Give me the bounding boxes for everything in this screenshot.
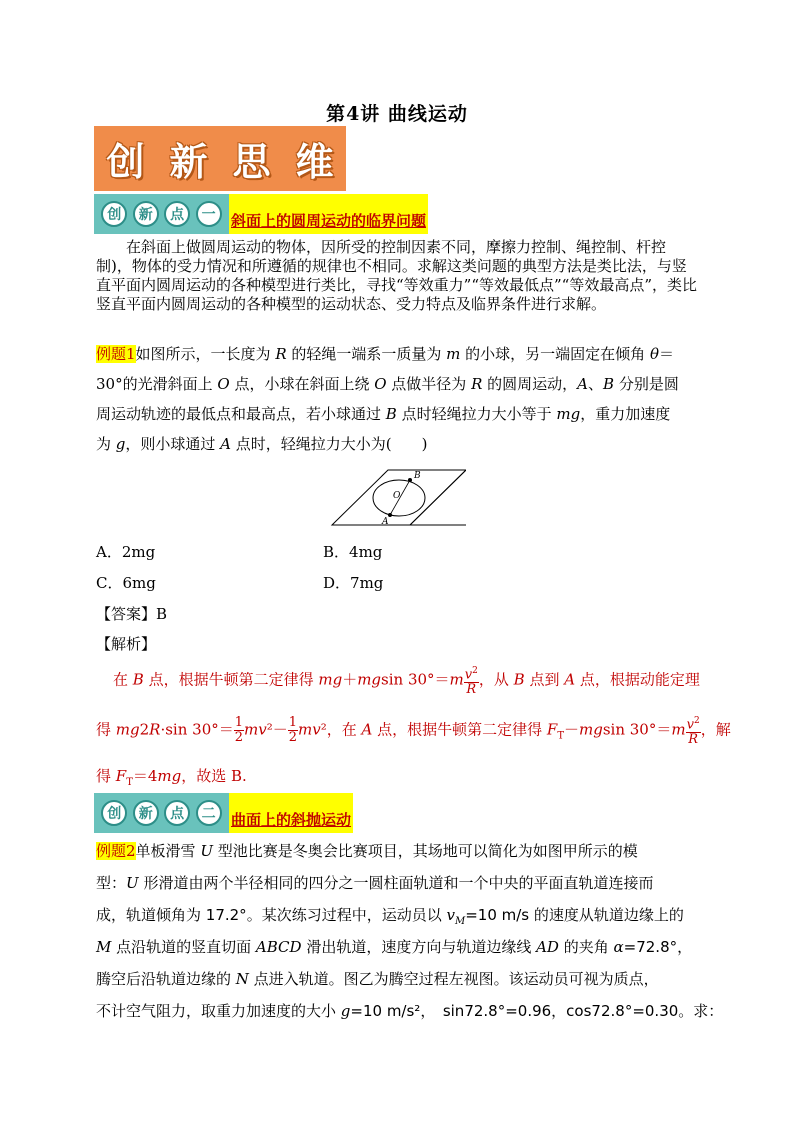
answer: 【答案】B (96, 605, 168, 623)
label-b: B (414, 471, 421, 481)
section-title-1: 斜面上的圆周运动的临界问题 (229, 194, 428, 234)
example1-line3: 周运动轨迹的最低点和最高点，若小球通过 B 点时轻绳拉力大小等于 mg，重力加速度 (96, 405, 671, 423)
section-heading-1 (94, 194, 428, 234)
badge-char: 点 (164, 800, 190, 826)
example2-label: 例题2 (96, 842, 136, 860)
section-title-2: 曲面上的斜抛运动 (229, 793, 353, 833)
solution-line1: 在 B 点，根据牛顿第二定律得 mg＋mgsin 30°＝m $\frac{v^2}{R}$ ，从 B 点到 A 点，根据动能定理 (113, 666, 700, 698)
example2-line1: 例题2单板滑雪 U 型池比赛是冬奥会比赛项目，其场地可以简化为如图甲所示的模 (96, 842, 638, 860)
solution-line3: 得 $F_T=4mg$，故选 B. (96, 767, 247, 788)
banner-char: 新 (169, 139, 208, 184)
example2-line2: 型：U 形滑道由两个半径相同的四分之一圆柱面轨道和一个中央的平面直轨道连接而 (96, 874, 654, 892)
page-title: 第4讲 曲线运动 (326, 103, 468, 125)
badge-char: 一 (196, 201, 222, 227)
banner-char: 维 (295, 139, 334, 184)
example2-line6: 不计空气阻力，取重力加速度的大小 g=10 m/s²， sin72.8°=0.96，cos72.8°=0.30。求： (96, 1002, 724, 1020)
example2-line5: 腾空后沿轨道边缘的 N 点进入轨道。图乙为腾空过程左视图。该运动员可视为质点， (96, 970, 659, 988)
example2-line4: M 点沿轨道的竖直切面 ABCD 滑出轨道，速度方向与轨道边缘线 AD 的夹角 α=72.8°， (96, 938, 693, 956)
label-o: O (393, 491, 401, 501)
badge-char: 新 (133, 201, 159, 227)
option-a: A．2mg (96, 543, 156, 561)
banner-char: 思 (232, 139, 271, 184)
section-heading-2 (94, 793, 353, 833)
badge-char: 创 (101, 800, 127, 826)
banner-char: 创 (106, 139, 145, 184)
example1-line1: 例题1如图所示，一长度为 R 的轻绳一端系一质量为 m 的小球，另一端固定在倾角 θ＝ (96, 345, 674, 363)
badge-char: 点 (164, 201, 190, 227)
badge-char: 二 (196, 800, 222, 826)
analysis-label: 【解析】 (96, 635, 157, 653)
point-b (408, 478, 412, 482)
incline-circle-figure (330, 468, 466, 526)
option-d: D．7mg (323, 574, 384, 592)
section-intro: 在斜面上做圆周运动的物体，因所受的控制因素不同，摩擦力控制、绳控制、杆控制)，物体的受力情况和所遵循的规律也不相同。求解这类问题的典型方法是类比法，与竖直平面内圆周运动的各种模型进行类比，寻找“等效重力”“等效最低点”“等效最高点”，类比竖直平面内圆周运动的各种模型的运动状态、受力特点及临界条件进行求解。 (96, 238, 698, 313)
example1-line2: 30°的光滑斜面上 O 点，小球在斜面上绕 O 点做半径为 R 的圆周运动，A、B 分别是圆 (96, 375, 679, 393)
innovation-thinking-banner (94, 126, 346, 191)
innovation-point-badge-2 (94, 793, 229, 833)
solution-line2: 得 mg2R·sin 30°＝ $\frac{1}{2}$ mv²－ $\frac{1}{2}$ mv²，在 A 点，根据牛顿第二定律得 $F_T-mgsin$ 30°＝m $\frac{v^2}{R}$ ，解 (96, 715, 731, 748)
example1-label: 例题1 (96, 345, 136, 363)
badge-char: 新 (133, 800, 159, 826)
label-a: A (382, 517, 389, 526)
innovation-point-badge-1 (94, 194, 229, 234)
option-b: B．4mg (323, 543, 383, 561)
badge-char: 创 (101, 201, 127, 227)
example1-line4: 为 g，则小球通过 A 点时，轻绳拉力大小为( ) (96, 435, 428, 453)
option-c: C．6mg (96, 574, 156, 592)
example2-line3: 成，轨道倾角为 17.2°。某次练习过程中，运动员以 $v_M=10$ m/s 的速度从轨道边缘上的 (96, 906, 684, 927)
point-a (388, 513, 392, 517)
